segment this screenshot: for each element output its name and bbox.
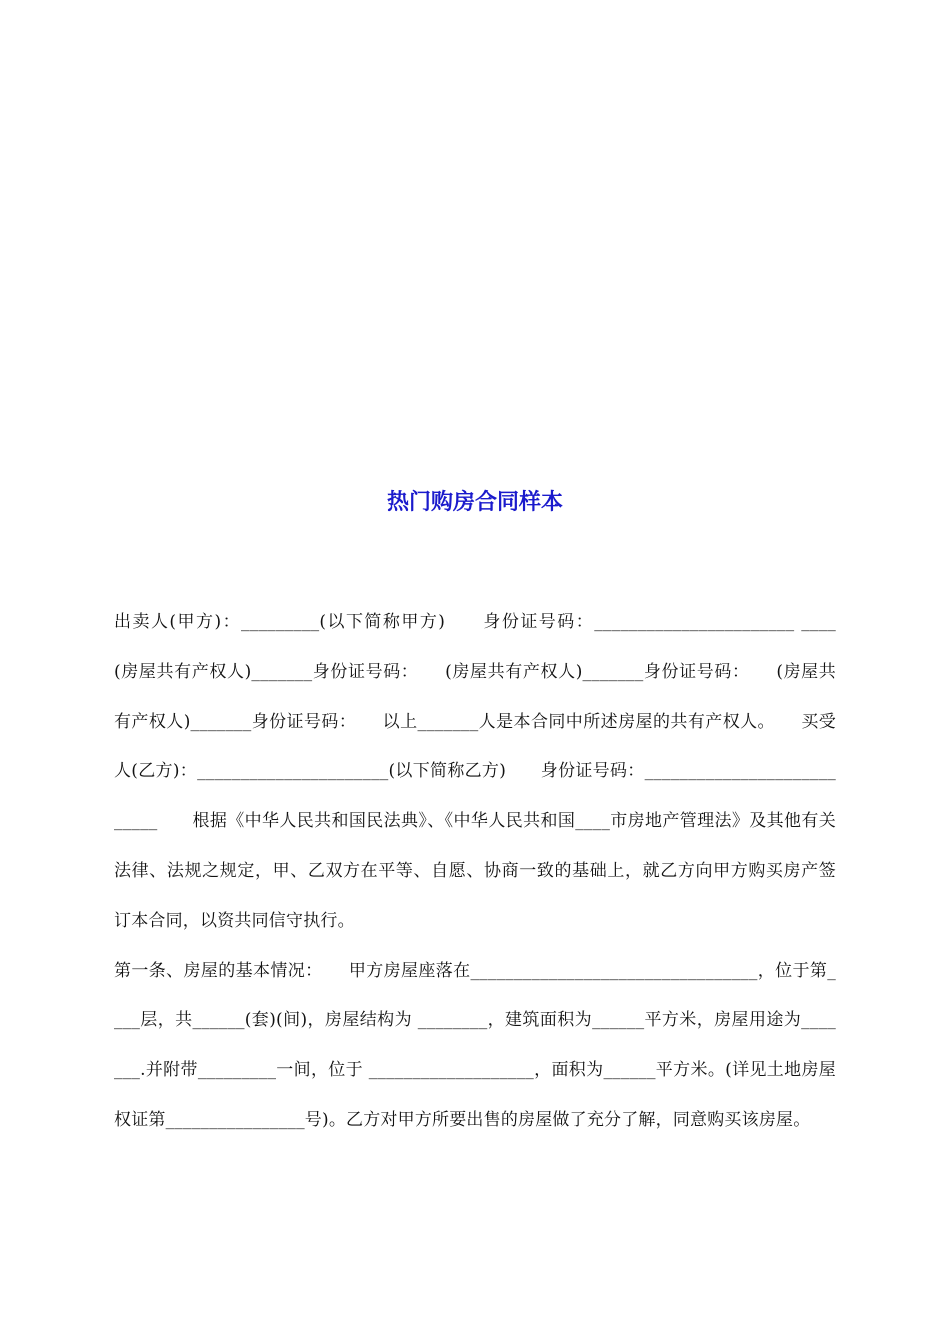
paragraph-parties: 出卖人(甲方)：_________(以下简称甲方) 身份证号码：_______________________ ____ (房屋共有产权人)_______身份证号码： (房屋共有产权人)_______身份证号码： (房屋共有产权人)_______身份证号码： 以上_______人是本合同中所述房屋的共有产权人。 买受人(乙方)：______________________(以下简称乙方) 身份证号码：___________________________ 根据《中华人民共和国民法典》、《中华人民共和国____市房地产管理法》及其他有关法律、法规之规定，甲、乙双方在平等、自愿、协商一致的基础上，就乙方向甲方购买房产签订本合同，以资共同信守执行。	[114, 612, 871, 931]
document-body	[114, 598, 871, 1146]
paragraph-article-1: 第一条、房屋的基本情况： 甲方房屋座落在_________________________________，位于第____层，共______(套)(间)，房屋结构为 ________，建筑面积为______平方米，房屋用途为_______.并附带_________一间，位于 ___________________，面积为______平方米。(详见土地房屋权证第________________号)。乙方对甲方所要出售的房屋做了充分了解，同意购买该房屋。	[114, 960, 836, 1130]
document-title: 热门购房合同样本	[386, 490, 563, 515]
